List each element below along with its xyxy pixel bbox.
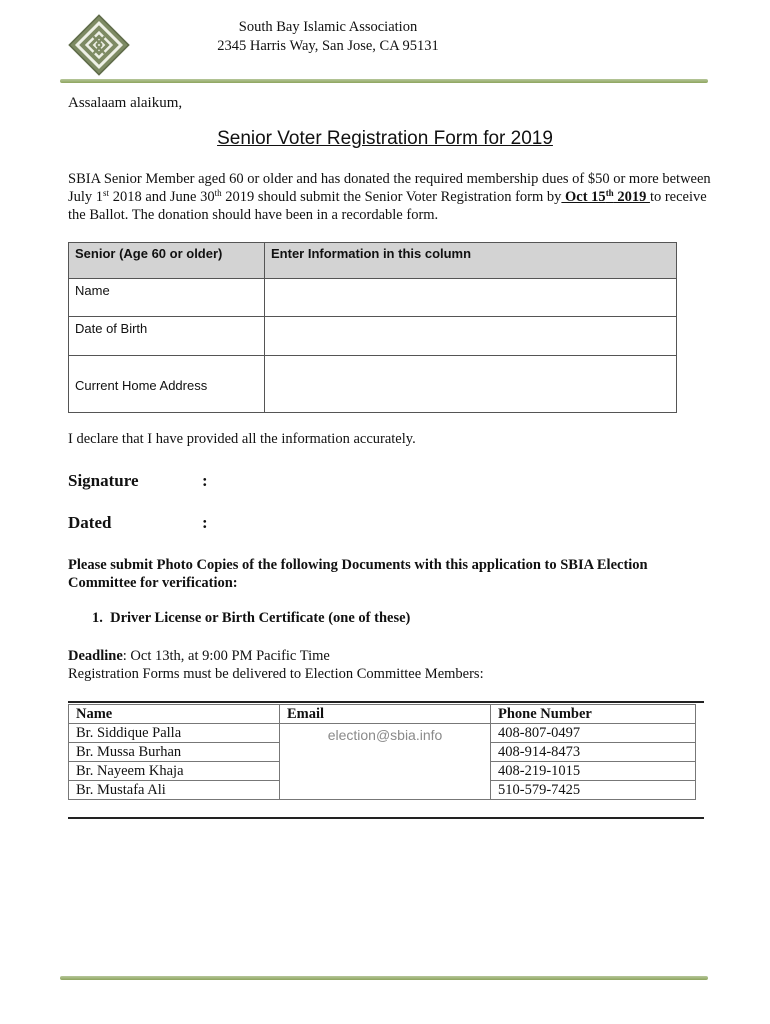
signature-colon[interactable]: :: [202, 471, 208, 490]
name-field[interactable]: [265, 279, 677, 317]
deadline-block: [68, 647, 484, 683]
submission-instructions: Please submit Photo Copies of the following Documents with this application to SBIA Election Committee for verification:: [68, 557, 648, 591]
organization-name: South Bay Islamic Association: [238, 19, 418, 35]
table-header-row: [69, 705, 696, 724]
date-of-birth-field[interactable]: [265, 317, 677, 356]
deadline-text: 2019: [613, 189, 650, 205]
member-name: Br. Nayeem Khaja: [69, 762, 280, 781]
list-text: Driver License or Birth Certificate (one of these): [110, 610, 411, 626]
declaration: I declare that I have provided all the information accurately.: [68, 431, 416, 447]
superscript: st: [103, 188, 110, 198]
dated-colon[interactable]: :: [202, 513, 208, 532]
header-cell: Enter Information in this column: [265, 243, 677, 279]
header-cell: Senior (Age 60 or older): [69, 243, 265, 279]
intro-text: SBIA Senior Member aged 60 or older and has donated the required membership dues of $50 or more between July 1: [68, 171, 711, 205]
member-phone: 510-579-7425: [491, 781, 696, 800]
intro-text: 2019 should submit the Senior Voter Registration form by: [221, 189, 562, 205]
member-phone: 408-914-8473: [491, 743, 696, 762]
member-name: Br. Mussa Burhan: [69, 743, 280, 762]
field-label: Name: [69, 279, 265, 317]
deadline-label: Deadline: [68, 648, 123, 664]
delivery-instructions: Registration Forms must be delivered to Election Committee Members:: [68, 666, 484, 682]
senior-info-table: [68, 242, 677, 413]
greeting: Assalaam alaikum,: [68, 95, 183, 111]
intro-text: to receive the Ballot. The donation should have been in a recordable form.: [68, 189, 707, 223]
member-phone: 408-219-1015: [491, 762, 696, 781]
superscript: th: [605, 188, 614, 198]
organization-address: 2345 Harris Way, San Jose, CA 95131: [217, 38, 439, 54]
table-row: [69, 279, 677, 317]
list-item: [92, 610, 410, 627]
home-address-field[interactable]: [265, 356, 677, 413]
contacts-top-border: [68, 701, 704, 703]
table-header-row: [69, 243, 677, 279]
dated-label: Dated: [68, 513, 112, 532]
contacts-bottom-border: [68, 817, 704, 819]
member-phone: 408-807-0497: [491, 724, 696, 743]
form-title: Senior Voter Registration Form for 2019: [217, 128, 553, 149]
submission-deadline: [561, 189, 650, 205]
member-name: Br. Siddique Palla: [69, 724, 280, 743]
signature-label: Signature: [68, 471, 139, 490]
field-label: Date of Birth: [69, 317, 265, 356]
header-cell: Phone Number: [491, 705, 696, 724]
header-cell: Name: [69, 705, 280, 724]
list-number: 1.: [92, 610, 103, 626]
deadline-text: Oct 15: [561, 189, 606, 205]
header-cell: Email: [280, 705, 491, 724]
superscript: th: [214, 188, 222, 198]
deadline-text: : Oct 13th, at 9:00 PM Pacific Time: [122, 648, 330, 664]
table-row: [69, 356, 677, 413]
header-divider: [60, 79, 708, 83]
footer-divider: [60, 976, 708, 980]
intro-text: 2018 and June 30: [109, 189, 215, 205]
member-name: Br. Mustafa Ali: [69, 781, 280, 800]
table-row: [69, 724, 696, 743]
table-row: [69, 317, 677, 356]
field-label: Current Home Address: [69, 356, 265, 413]
intro-paragraph: [68, 170, 728, 224]
committee-email[interactable]: election@sbia.info: [280, 724, 491, 800]
election-committee-table: [68, 704, 696, 800]
